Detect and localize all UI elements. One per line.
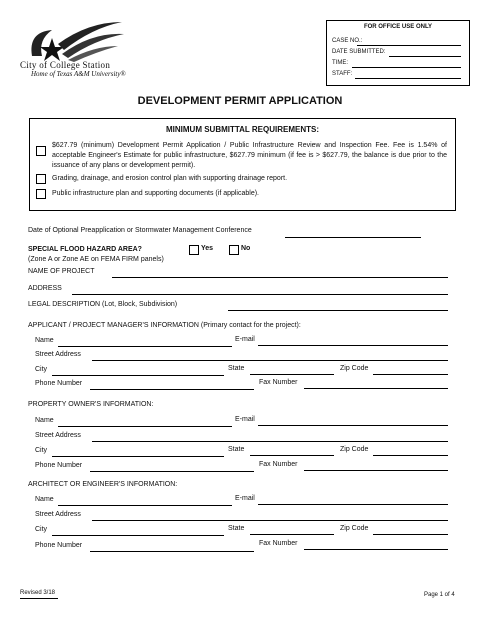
architect-name-label: Name [35,496,54,503]
owner-email-field[interactable] [258,425,448,426]
applicant-street-label: Street Address [35,351,81,358]
owner-phone-label: Phone Number [35,462,83,469]
architect-city-label: City [35,526,48,533]
flood-yes-label: Yes [201,245,214,252]
architect-fax-field[interactable] [304,549,448,550]
applicant-phone-field[interactable] [90,389,254,390]
preapplication-date-field[interactable] [285,237,421,238]
architect-name-field[interactable] [58,505,232,506]
page-number: Page 1 of 4 [424,592,455,598]
applicant-street-field[interactable] [92,360,448,361]
applicant-fax-label: Fax Number [259,379,298,386]
applicant-name-field[interactable] [58,346,232,347]
owner-state-label: State [228,446,245,453]
owner-street-field[interactable] [92,441,448,442]
owner-fax-label: Fax Number [259,461,298,468]
project-name-label: NAME OF PROJECT [28,268,95,275]
applicant-city-field[interactable] [52,375,224,376]
owner-name-label: Name [35,417,54,424]
city-name: City of College Station [20,60,111,70]
architect-city-field[interactable] [52,535,224,536]
flood-no-checkbox[interactable] [229,245,239,255]
owner-fax-field[interactable] [304,470,448,471]
case-no-field[interactable] [357,45,461,46]
owner-city-label: City [35,447,48,454]
applicant-fax-field[interactable] [304,388,448,389]
time-label: TIME: [332,60,348,66]
architect-phone-label: Phone Number [35,542,83,549]
applicant-email-field[interactable] [258,345,448,346]
staff-field[interactable] [355,78,461,79]
owner-email-label: E-mail [235,416,255,423]
project-name-field[interactable] [112,277,448,278]
applicant-zip-field[interactable] [373,374,448,375]
owner-phone-field[interactable] [90,471,254,472]
page-title: DEVELOPMENT PERMIT APPLICATION [137,95,343,107]
applicant-phone-label: Phone Number [35,380,83,387]
flood-zone-note: (Zone A or Zone AE on FEMA FIRM panels) [28,256,164,263]
architect-email-label: E-mail [235,495,255,502]
address-field[interactable] [72,294,448,295]
applicant-zip-label: Zip Code [340,365,369,372]
city-tagline: Home of Texas A&M University® [31,70,126,78]
infrastructure-checkbox[interactable] [36,189,46,199]
applicant-name-label: Name [35,337,54,344]
fee-requirement-text: $627.79 (minimum) Development Permit Application / Public Infrastructure Review and Inspection Fee. Fee is 1.54% of acceptable Engineer's Estimate for public infrastructure, $627.79 minimum (if fee is > $627.79, the balance is due prior to the issuance of any plans or development permit). [52,142,447,169]
infrastructure-requirement-text: Public infrastructure plan and supporting documents (if applicable). [52,190,260,197]
architect-state-label: State [228,525,245,532]
legal-description-label: LEGAL DESCRIPTION (Lot, Block, Subdivision) [28,301,178,308]
date-submitted-field[interactable] [389,56,461,57]
flood-yes-checkbox[interactable] [189,245,199,255]
owner-name-field[interactable] [58,426,232,427]
fee-checkbox[interactable] [36,146,46,156]
architect-heading: ARCHITECT OR ENGINEER'S INFORMATION: [28,481,178,488]
owner-city-field[interactable] [52,456,224,457]
architect-zip-label: Zip Code [340,525,369,532]
owner-heading: PROPERTY OWNER'S INFORMATION: [28,401,154,408]
requirements-box [29,118,456,211]
architect-zip-field[interactable] [373,534,448,535]
architect-phone-field[interactable] [90,551,254,552]
applicant-state-field[interactable] [250,374,334,375]
address-label: ADDRESS [28,285,62,292]
preapplication-label: Date of Optional Preapplication or Stormwater Management Conference [28,227,252,234]
flood-no-label: No [241,245,251,252]
case-no-label: CASE NO.: [332,38,363,44]
revision-underline [20,598,58,599]
requirements-title: MINIMUM SUBMITTAL REQUIREMENTS: [165,125,320,134]
owner-zip-field[interactable] [373,455,448,456]
staff-label: STAFF: [332,71,353,77]
architect-state-field[interactable] [250,534,334,535]
architect-email-field[interactable] [258,504,448,505]
flood-hazard-label: SPECIAL FLOOD HAZARD AREA? [28,246,142,253]
architect-street-label: Street Address [35,511,81,518]
owner-street-label: Street Address [35,432,81,439]
legal-description-field[interactable] [228,310,448,311]
grading-requirement-text: Grading, drainage, and erosion control plan with supporting drainage report. [52,175,288,182]
architect-street-field[interactable] [92,520,448,521]
owner-state-field[interactable] [250,455,334,456]
time-field[interactable] [352,67,461,68]
office-use-title: FOR OFFICE USE ONLY [363,24,433,30]
architect-fax-label: Fax Number [259,540,298,547]
grading-checkbox[interactable] [36,174,46,184]
revision-note: Revised 3/18 [20,590,56,596]
date-submitted-label: DATE SUBMITTED: [332,49,386,55]
applicant-city-label: City [35,366,48,373]
office-use-box [326,20,470,86]
owner-zip-label: Zip Code [340,446,369,453]
applicant-email-label: E-mail [235,336,255,343]
applicant-state-label: State [228,365,245,372]
applicant-heading: APPLICANT / PROJECT MANAGER'S INFORMATION (Primary contact for the project): [28,322,301,329]
